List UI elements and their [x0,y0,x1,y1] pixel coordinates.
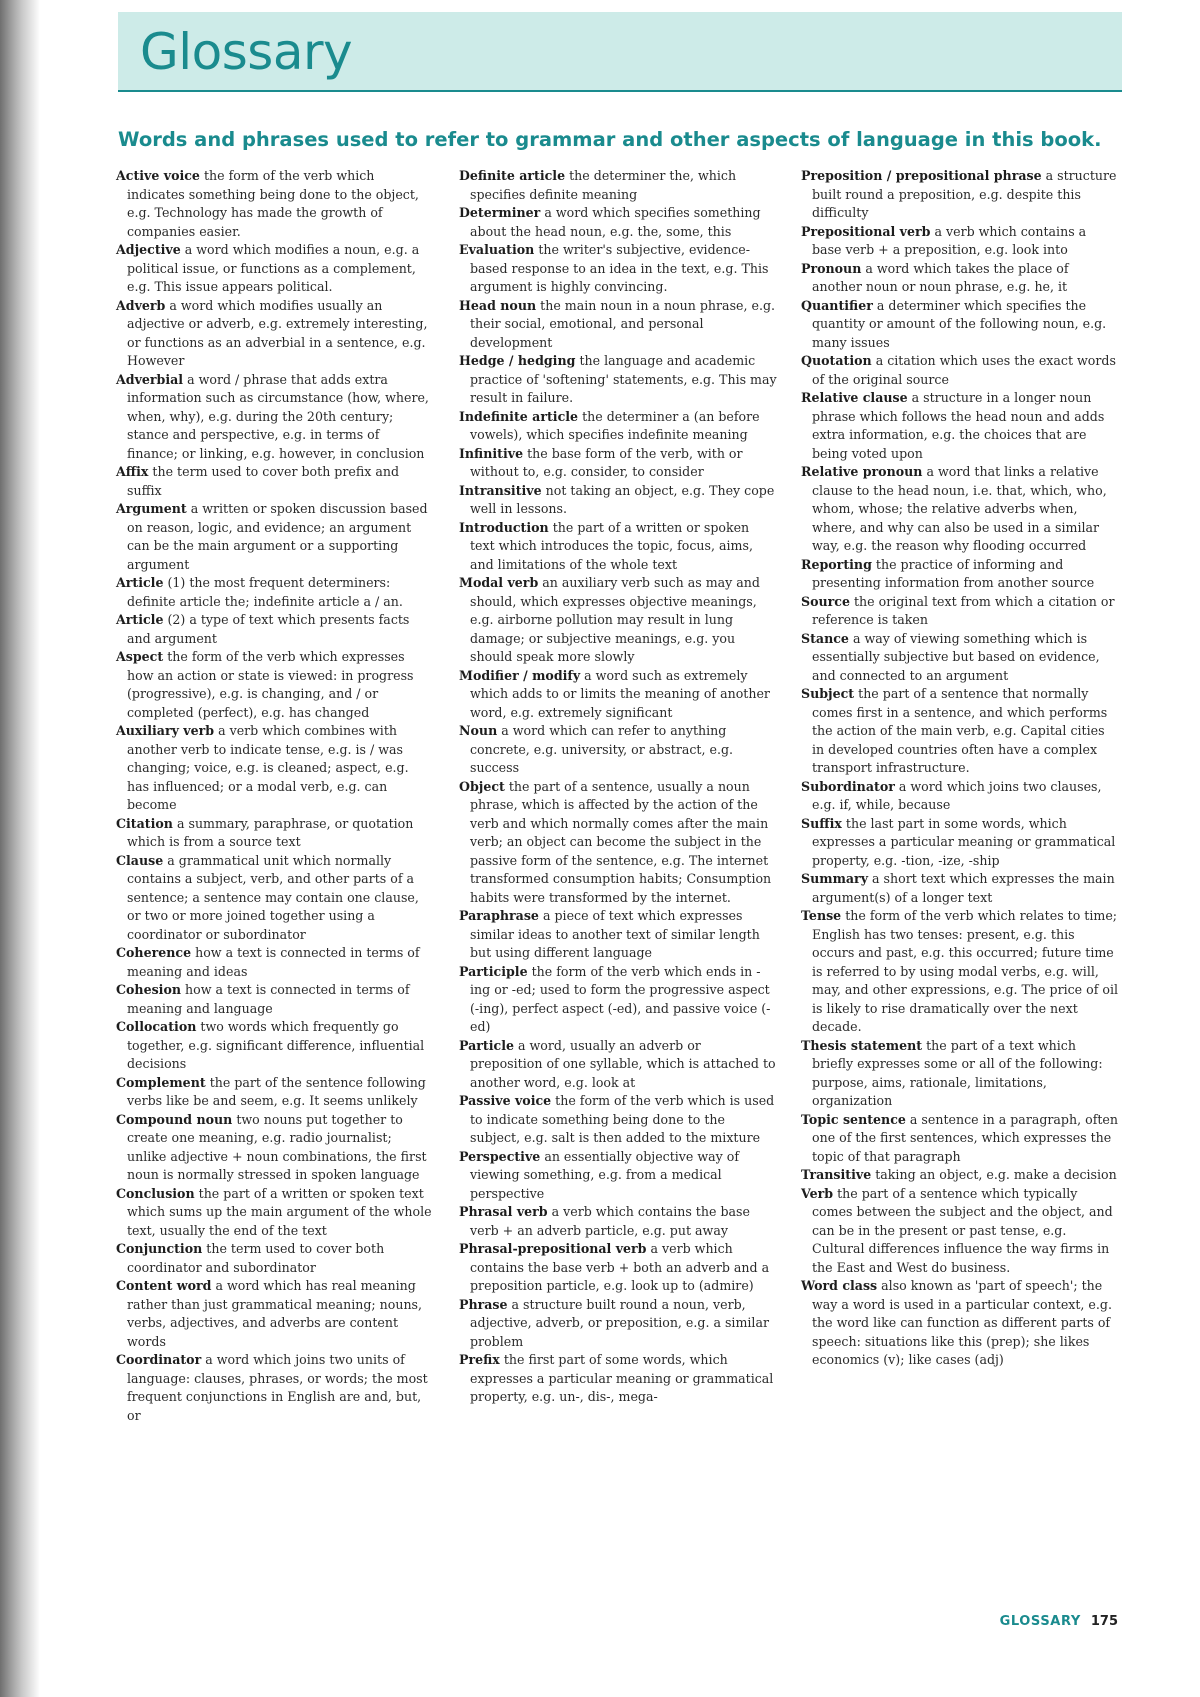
glossary-entry [116,371,434,464]
glossary-entry [801,685,1119,778]
glossary-definition: a piece of text which expresses similar ideas to another text of similar length but using different language [470,908,760,960]
glossary-term: Head noun [459,297,537,313]
glossary-definition: a verb which combines with another verb to indicate tense, e.g. is / was changing; voice, e.g. is cleaned; aspect, e.g. has influenced; or a modal verb, e.g. can become [127,723,409,812]
glossary-term: Subject [801,686,855,701]
glossary-entry [116,852,434,945]
glossary-definition: the form of the verb which ends in -ing or -ed; used to form the progressive aspect (-ing), perfect aspect (-ed), and passive voice (-ed) [470,963,771,1034]
glossary-entry [116,1111,434,1185]
glossary-entry [801,1166,1119,1185]
glossary-definition: the part of a sentence which typically comes between the subject and the object, and can be in the present or past tense, e.g. Cultural differences influence the way firms in the East and West do business. [812,1185,1113,1275]
glossary-term: Auxiliary verb [116,723,215,738]
glossary-term: Determiner [459,205,541,220]
glossary-definition: the practice of informing and presenting information from another source [812,556,1095,590]
page-footer [1000,1614,1118,1629]
glossary-definition: a word, usually an adverb or preposition of one syllable, which is attached to another word, e.g. look at [470,1037,776,1090]
glossary-entry [459,1092,777,1148]
glossary-term: Intransitive [459,482,542,498]
book-spine-shadow [0,0,40,1697]
glossary-definition: the term used to cover both prefix and suffix [127,464,400,498]
glossary-term: Perspective [459,1148,541,1164]
glossary-definition: a verb which contains the base verb + both an adverb and a preposition particle, e.g. look up to (admire) [470,1241,770,1293]
glossary-term: Phrase [459,1296,508,1312]
glossary-definition: a word which specifies something about the head noun, e.g. the, some, this [470,205,761,239]
glossary-definition: taking an object, e.g. make a decision [875,1167,1117,1182]
glossary-definition: the part of a written or spoken text which sums up the main argument of the whole text, usually the end of the text [127,1185,432,1238]
glossary-entry [116,722,434,815]
glossary-term: Prefix [459,1352,500,1367]
glossary-entry [459,722,777,778]
glossary-definition: a word which has real meaning rather than just grammatical meaning; nouns, verbs, adjectives, and adverbs are content words [127,1278,423,1349]
glossary-definition: a determiner which specifies the quantity or amount of the following noun, e.g. many issues [812,297,1107,350]
glossary-entry [116,463,434,500]
glossary-definition: a word which modifies a noun, e.g. a political issue, or functions as a complement, e.g. This issue appears political. [127,242,420,294]
glossary-definition: two nouns put together to create one meaning, e.g. radio journalist; unlike adjective + noun combinations, the first noun is normally stressed in spoken language [127,1111,427,1182]
glossary-definition: a word which can refer to anything concrete, e.g. university, or abstract, e.g. success [470,723,734,775]
glossary-definition: a grammatical unit which normally contains a subject, verb, and other parts of a sentence; a sentence may contain one clause, or two or more joined together using a coordinator or subordinator [127,852,419,942]
glossary-definition: a way of viewing something which is essentially subjective but based on evidence, and connected to an argument [812,630,1100,683]
glossary-definition: a verb which contains a base verb + a preposition, e.g. look into [812,223,1087,257]
glossary-definition: a citation which uses the exact words of the original source [812,353,1116,387]
glossary-term: Passive voice [459,1093,552,1108]
glossary-term: Conjunction [116,1241,203,1256]
glossary-term: Content word [116,1278,212,1293]
glossary-definition: a structure built round a preposition, e.g. despite this difficulty [812,168,1117,220]
glossary-term: Definite article [459,168,566,183]
glossary-term: Collocation [116,1019,197,1034]
glossary-term: Suffix [801,815,842,831]
glossary-term: Coordinator [116,1352,202,1367]
glossary-definition: a word which takes the place of another noun or noun phrase, e.g. he, it [812,260,1069,294]
glossary-term: Modal verb [459,575,539,590]
glossary-entry [801,630,1119,686]
glossary-entry [116,1277,434,1351]
glossary-definition: the determiner the, which specifies definite meaning [470,168,737,202]
glossary-term: Affix [116,464,149,479]
glossary-definition: an auxiliary verb such as may and should, which expresses objective meanings, e.g. airborne pollution may result in lung damage; or subjective meanings, e.g. you should speak more slowly [470,575,760,664]
glossary-term: Object [459,778,505,794]
glossary-term: Hedge / hedging [459,353,576,368]
glossary-entry [801,260,1119,297]
glossary-definition: a word / phrase that adds extra information such as circumstance (how, where, when, why), e.g. during the 20th century; stance and perspective, e.g. in terms of finance; or linking, e.g. however, in conclusion [127,371,429,461]
glossary-definition: a structure in a longer noun phrase which follows the head noun and adds extra information, e.g. the choices that are being voted upon [812,390,1105,461]
glossary-definition: how a text is connected in terms of meaning and ideas [127,945,420,979]
glossary-term: Relative clause [801,390,908,405]
glossary-definition: the term used to cover both coordinator and subordinator [127,1241,385,1275]
glossary-term: Summary [801,871,869,886]
glossary-definition: a written or spoken discussion based on reason, logic, and evidence; an argument can be the main argument or a supporting argument [127,501,428,572]
glossary-entry [801,1185,1119,1278]
glossary-term: Phrasal-prepositional verb [459,1241,647,1256]
glossary-entry [459,963,777,1037]
glossary-entry [459,778,777,908]
glossary-term: Adverb [116,297,166,313]
glossary-entry [801,593,1119,630]
glossary-entry [459,667,777,723]
glossary-definition: an essentially objective way of viewing something, e.g. from a medical perspective [470,1148,740,1201]
glossary-definition: a word which joins two units of language: clauses, phrases, or words; the most frequent conjunctions in English are and, but, or [127,1352,428,1423]
glossary-term: Introduction [459,519,549,535]
glossary-term: Complement [116,1074,206,1090]
glossary-entry [801,389,1119,463]
glossary-term: Clause [116,852,164,868]
glossary-entry [116,648,434,722]
glossary-term: Tense [801,908,842,923]
glossary-definition: the part of a sentence that normally comes first in a sentence, and which performs the action of the main verb, e.g. Capital cities in developed countries often have a complex transport infrastructure. [812,686,1108,775]
glossary-entry [116,1074,434,1111]
glossary-definition: two words which frequently go together, e.g. significant difference, influential decisions [127,1019,425,1071]
glossary-term: Conclusion [116,1185,195,1201]
glossary-entry [801,907,1119,1037]
glossary-definition: a sentence in a paragraph, often one of the first sentences, which expresses the topic of that paragraph [812,1111,1118,1164]
glossary-definition: the first part of some words, which expresses a particular meaning or grammatical property, e.g. un-, dis-, mega- [470,1352,774,1404]
glossary-term: Transitive [801,1167,872,1182]
glossary-entry [116,1240,434,1277]
glossary-definition: (2) a type of text which presents facts and argument [127,612,410,646]
glossary-entry [801,778,1119,815]
glossary-entry [116,500,434,574]
glossary-definition: the form of the verb which expresses how an action or state is viewed: in progress (progressive), e.g. is changing, and / or completed (perfect), e.g. has changed [127,649,414,720]
glossary-definition: the language and academic practice of 'softening' statements, e.g. This may result in failure. [470,353,777,405]
glossary-entry [116,1351,434,1425]
glossary-definition: the part of a sentence, usually a noun phrase, which is affected by the action of the verb and which normally comes after the main verb; an object can become the subject in the passive form of the sentence, e.g. The internet transformed consumption habits; Consumption habits were transformed by the internet. [470,778,772,905]
glossary-term: Reporting [801,556,872,572]
glossary-entry [116,981,434,1018]
glossary-entry [801,463,1119,556]
glossary-entry [801,352,1119,389]
glossary-term: Source [801,593,850,609]
glossary-definition: also known as 'part of speech'; the way a word is used in a particular context, e.g. the word like can function as different parts of speech: situations like this (prep); she likes economics (v); like cases (adj) [812,1278,1112,1367]
glossary-entry [116,611,434,648]
glossary-entry [459,574,777,667]
glossary-entry [459,1037,777,1093]
glossary-column-3 [801,167,1119,1370]
glossary-term: Quotation [801,353,872,368]
glossary-entry [801,223,1119,260]
glossary-entry [801,1111,1119,1167]
glossary-term: Pronoun [801,260,862,276]
glossary-entry [801,1277,1119,1370]
glossary-entry [459,1351,777,1407]
glossary-term: Active voice [116,168,200,183]
glossary-entry [116,1185,434,1241]
glossary-definition: how a text is connected in terms of meaning and language [127,982,410,1016]
glossary-definition: the form of the verb which indicates something being done to the object, e.g. Technology has made the growth of companies easier. [127,168,419,239]
glossary-term: Compound noun [116,1111,233,1127]
glossary-term: Citation [116,815,173,831]
glossary-term: Topic sentence [801,1111,906,1127]
glossary-term: Preposition / prepositional phrase [801,168,1042,183]
glossary-definition: a word which modifies usually an adjective or adverb, e.g. extremely interesting, or functions as an adverbial in a sentence, e.g. However [127,297,428,368]
glossary-definition: a structure built round a noun, verb, adjective, adverb, or preposition, e.g. a similar problem [470,1296,769,1349]
glossary-entry [801,1037,1119,1111]
glossary-term: Aspect [116,649,164,664]
glossary-term: Infinitive [459,445,524,461]
glossary-entry [116,297,434,371]
glossary-definition: the main noun in a noun phrase, e.g. their social, emotional, and personal development [470,297,776,350]
glossary-entry [801,870,1119,907]
glossary-term: Paraphrase [459,908,539,923]
glossary-entry [459,1148,777,1204]
glossary-definition: the form of the verb which relates to time; English has two tenses: present, e.g. this occurs and past, e.g. this occurred; future time is referred to by using modal verbs, e.g. will, may, and other expressions, e.g. The price of oil is likely to rise dramatically over the next decade. [812,908,1119,1034]
glossary-definition: a word such as extremely which adds to or limits the meaning of another word, e.g. extremely significant [470,667,770,720]
glossary-term: Article [116,612,164,627]
glossary-column-2 [459,167,777,1407]
glossary-term: Phrasal verb [459,1204,548,1219]
glossary-entry [801,167,1119,223]
glossary-entry [116,574,434,611]
glossary-term: Word class [801,1278,878,1293]
glossary-term: Relative pronoun [801,464,923,479]
glossary-definition: not taking an object, e.g. They cope well in lessons. [470,482,775,516]
glossary-definition: (1) the most frequent determiners: definite article the; indefinite article a / an. [127,575,403,609]
glossary-entry [116,944,434,981]
glossary-term: Modifier / modify [459,667,581,683]
glossary-entry [459,1203,777,1240]
glossary-column-1 [116,167,434,1425]
glossary-definition: a short text which expresses the main argument(s) of a longer text [812,871,1115,905]
glossary-definition: the determiner a (an before vowels), which specifies indefinite meaning [470,408,760,442]
footer-label: GLOSSARY [999,1614,1081,1629]
page-title: Glossary [140,23,353,81]
glossary-definition: a word that links a relative clause to the head noun, i.e. that, which, who, whom, whose; the relative adverbs when, where, and why can also be used in a similar way, e.g. the reason why flooding occurred [812,464,1107,553]
glossary-entry [801,815,1119,871]
glossary-definition: the part of the sentence following verbs like be and seem, e.g. It seems unlikely [127,1074,426,1108]
glossary-definition: the part of a text which briefly expresses some or all of the following: purpose, aims, rationale, limitations, organization [812,1037,1103,1108]
glossary-definition: the writer's subjective, evidence-based response to an idea in the text, e.g. This argument is highly convincing. [470,242,769,294]
glossary-term: Adverbial [116,371,184,387]
glossary-term: Noun [459,723,498,738]
glossary-entry [116,815,434,852]
glossary-definition: a word which joins two clauses, e.g. if, while, because [812,778,1102,812]
glossary-entry [459,352,777,408]
glossary-term: Evaluation [459,242,535,257]
glossary-term: Quantifier [801,297,873,313]
glossary-term: Thesis statement [801,1037,923,1053]
glossary-entry [116,167,434,241]
glossary-entry [116,1018,434,1074]
glossary-definition: the form of the verb which is used to indicate something being done to the subject, e.g. salt is then added to the mixture [470,1093,775,1145]
glossary-term: Argument [116,501,187,516]
glossary-term: Verb [801,1185,834,1201]
glossary-term: Indefinite article [459,408,579,424]
page-subtitle: Words and phrases used to refer to grammar and other aspects of language in this book. [118,128,1102,151]
glossary-definition: the base form of the verb, with or without to, e.g. consider, to consider [470,445,743,479]
glossary-entry [459,204,777,241]
glossary-entry [801,297,1119,353]
glossary-entry [459,907,777,963]
glossary-entry [459,1296,777,1352]
glossary-term: Subordinator [801,778,895,794]
page-number: 175 [1090,1614,1118,1629]
glossary-entry [116,241,434,297]
glossary-definition: the original text from which a citation or reference is taken [812,593,1115,627]
glossary-term: Cohesion [116,982,182,997]
glossary-term: Participle [459,963,528,979]
glossary-entry [459,241,777,297]
glossary-term: Particle [459,1037,514,1053]
glossary-definition: a verb which contains the base verb + an adverb particle, e.g. put away [470,1204,750,1238]
glossary-entry [459,445,777,482]
glossary-term: Article [116,575,164,590]
glossary-term: Coherence [116,945,192,960]
glossary-entry [459,167,777,204]
glossary-definition: the part of a written or spoken text which introduces the topic, focus, aims, and limitations of the whole text [470,519,753,572]
glossary-entry [459,482,777,519]
glossary-entry [459,297,777,353]
glossary-entry [459,1240,777,1296]
glossary-definition: the last part in some words, which expresses a particular meaning or grammatical property, e.g. -tion, -ize, -ship [812,815,1116,868]
glossary-term: Adjective [116,242,181,257]
glossary-definition: a summary, paraphrase, or quotation which is from a source text [127,815,414,849]
glossary-term: Prepositional verb [801,223,931,239]
glossary-entry [459,408,777,445]
glossary-term: Stance [801,630,849,646]
glossary-entry [459,519,777,575]
glossary-entry [801,556,1119,593]
